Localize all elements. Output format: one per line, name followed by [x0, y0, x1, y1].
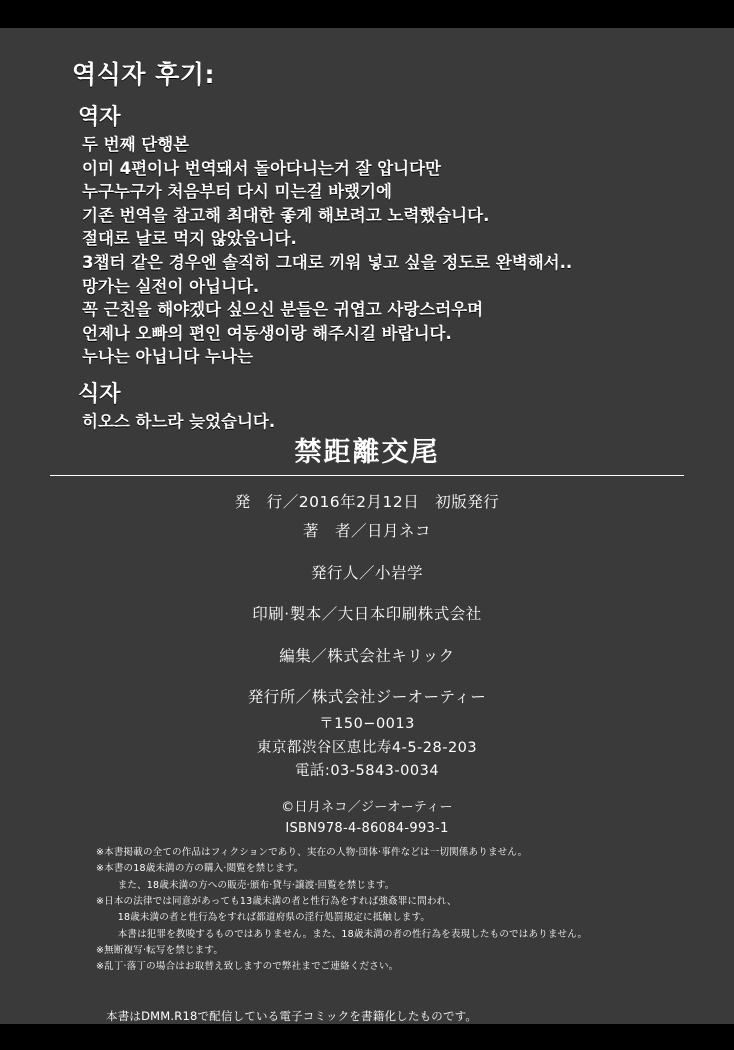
phone: 電話:03-5843-0034 — [294, 763, 440, 780]
fineprint-line: ※本書の18歳未満の方の購入·閲覧を禁じます。 — [96, 863, 304, 875]
translator-note-line: 두 번째 단행본 — [82, 135, 190, 154]
publisher-office: 発行所／株式会社ジーオーティー — [247, 688, 487, 707]
translator-note-line: 언제나 오빠의 편인 여동생이랑 해주시길 바랍니다. — [82, 323, 452, 343]
fineprint-line: ※本書掲載の全ての作品はフィクションであり、実在の人物·団体·事件などは一切関係ありません。 — [96, 847, 528, 858]
translator-note-line: 3챕터 같은 경우엔 솔직히 그대로 끼워 넣고 싶을 정도로 완벽해서.. — [82, 252, 573, 272]
translator-afterword — [72, 60, 672, 434]
book-title: 禁距離交尾 — [294, 437, 440, 468]
source-note: 本書はDMM.R18で配信している電子コミックを書籍化したものです。 — [106, 1009, 478, 1023]
translator-note-line: 망가는 실전이 아닙니다. — [82, 276, 260, 296]
translator-note-line: 기존 번역을 참고해 최대한 좋게 해보려고 노력했습니다. — [82, 205, 490, 225]
translator-note-line: 이미 4편이나 번역돼서 돌아다니는거 잘 압니다만 — [82, 158, 441, 178]
isbn: ISBN978-4-86084-993-1 — [285, 820, 449, 836]
translator-heading: 역자 — [78, 105, 121, 130]
typesetter-heading: 식자 — [78, 381, 121, 407]
editing: 編集／株式会社キリック — [279, 646, 455, 665]
fineprint-line: 本書は犯罪を教唆するものではありません。また、18歳未満の者の性行為を表現したものではありません。 — [108, 928, 588, 940]
fineprint-line: ※日本の法律では同意があっても13歳未満の者と性行為をすれば強姦罪に問われ、 — [96, 895, 457, 907]
author: 著 者／日月ネコ — [302, 522, 431, 541]
typesetter-note-line: 히오스 하느라 늦었습니다. — [82, 411, 276, 431]
postal-code: 〒150−0013 — [319, 715, 415, 732]
fineprint-line: ※乱丁·落丁の場合はお取替え致しますので弊社までご連絡ください。 — [96, 961, 399, 973]
translator-note-line: 꼭 근친을 해야겠다 싶으신 분들은 귀엽고 사랑스러우며 — [82, 300, 484, 320]
translator-note-line: 절대로 날로 먹지 않았읍니다. — [82, 229, 297, 249]
fineprint-line: また、18歳未満の方への販売·頒布·貸与·譲渡·回覧を禁じます。 — [108, 879, 395, 891]
fineprint-line: 18歳未満の者と性行為をすれば都道府県の淫行処罰規定に抵触します。 — [108, 912, 431, 924]
top-black-bar — [0, 0, 734, 28]
afterword-title: 역식자 후기: — [72, 60, 215, 89]
translator-note-line: 누구누구가 처음부터 다시 미는걸 바랬기에 — [82, 182, 392, 202]
fineprint-line: ※無断複写·転写を禁じます。 — [96, 944, 224, 956]
divider — [50, 475, 684, 476]
printing-binding: 印刷·製本／大日本印刷株式会社 — [252, 605, 482, 624]
bottom-black-bar — [0, 1024, 734, 1050]
imprint-block — [0, 430, 734, 839]
address: 東京都渋谷区恵比寿4-5-28-203 — [256, 739, 478, 756]
translator-note-line: 누나는 아닙니다 누나는 — [82, 347, 253, 367]
legal-fineprint — [96, 845, 656, 976]
publisher-person: 発行人／小岩学 — [310, 563, 423, 582]
copyright: ©日月ネコ／ジーオーティー — [281, 800, 453, 816]
publish-date: 発 行／2016年2月12日 初版発行 — [234, 493, 500, 511]
translator-note — [82, 133, 672, 369]
